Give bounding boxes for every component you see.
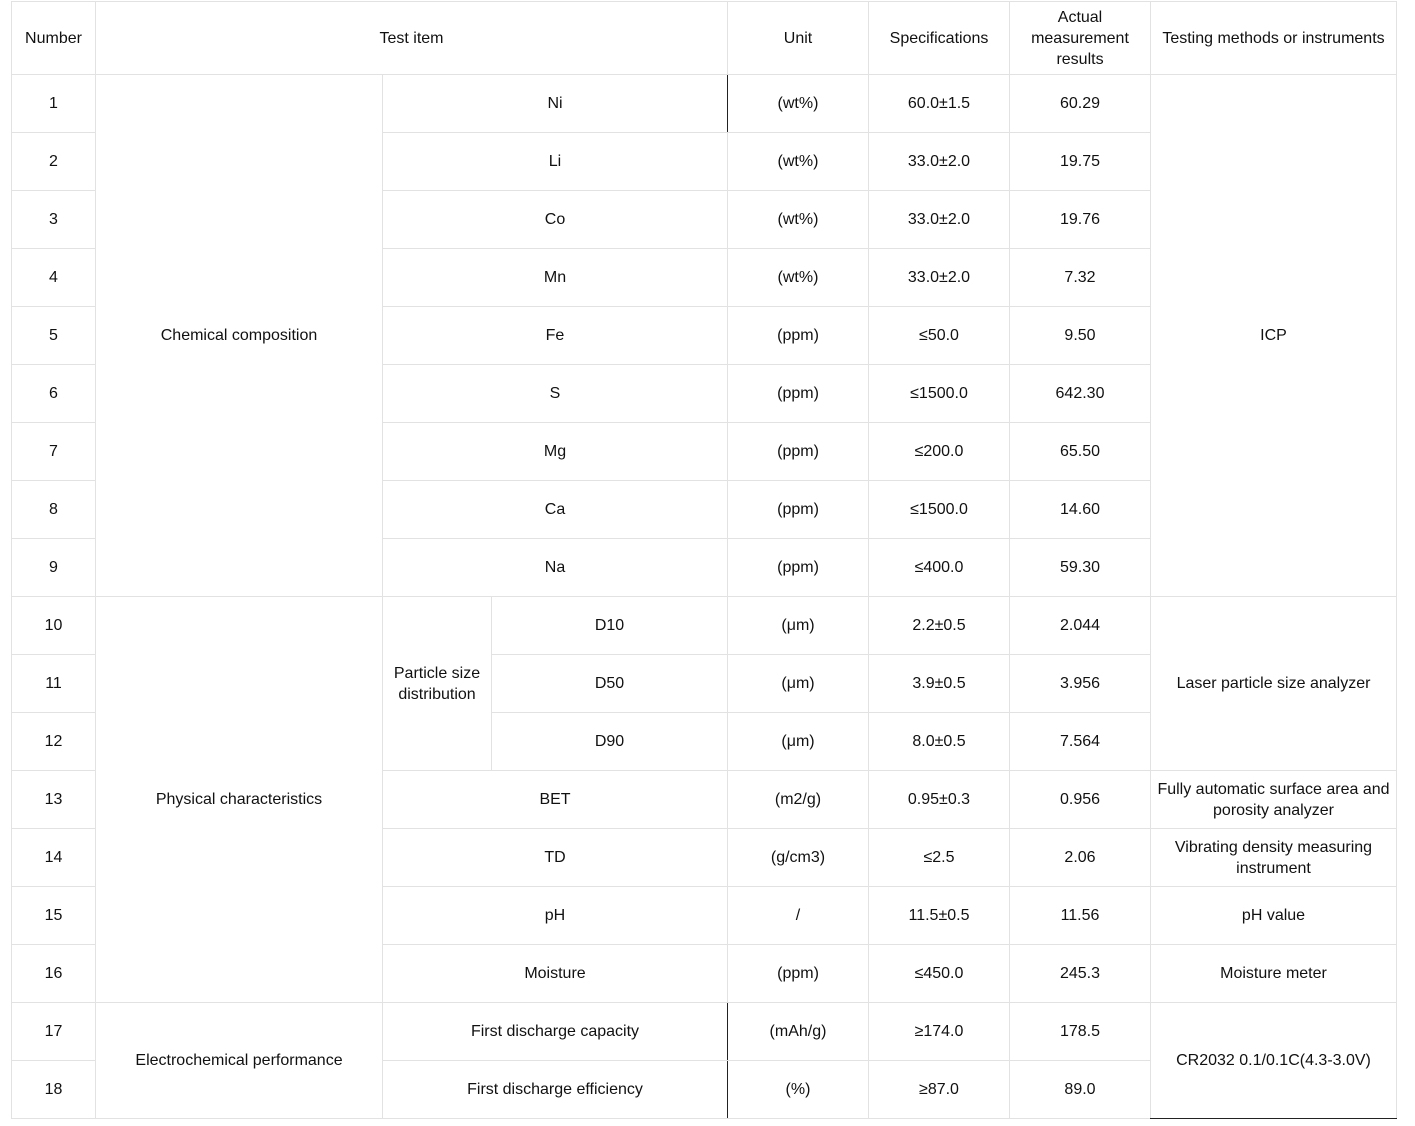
actual-cell: 9.50 [1010,307,1151,365]
actual-cell: 65.50 [1010,423,1151,481]
unit-cell: (ppm) [728,307,869,365]
method-ph-value: pH value [1151,887,1397,945]
spec-cell: 60.0±1.5 [869,75,1010,133]
subgroup-particle-size-distribution: Particle size distribution [383,597,492,771]
spec-cell: ≤1500.0 [869,481,1010,539]
row-number: 10 [12,597,96,655]
row-number: 14 [12,829,96,887]
test-item: First discharge efficiency [383,1061,728,1119]
test-item: Co [383,191,728,249]
actual-cell: 60.29 [1010,75,1151,133]
spec-cell: ≤450.0 [869,945,1010,1003]
test-item: S [383,365,728,423]
test-item: Li [383,133,728,191]
spec-cell: ≤1500.0 [869,365,1010,423]
spec-cell: ≥174.0 [869,1003,1010,1061]
unit-cell: (μm) [728,655,869,713]
unit-cell: (wt%) [728,249,869,307]
spec-cell: ≤400.0 [869,539,1010,597]
actual-cell: 642.30 [1010,365,1151,423]
spec-cell: 3.9±0.5 [869,655,1010,713]
row-number: 15 [12,887,96,945]
row-number: 1 [12,75,96,133]
actual-cell: 11.56 [1010,887,1151,945]
actual-cell: 245.3 [1010,945,1151,1003]
unit-cell: (wt%) [728,75,869,133]
test-results-table [11,1,1397,1119]
actual-cell: 0.956 [1010,771,1151,829]
unit-cell: (mAh/g) [728,1003,869,1061]
group-physical-characteristics: Physical characteristics [96,597,383,1003]
row-number: 5 [12,307,96,365]
unit-cell: / [728,887,869,945]
header-testing-methods: Testing methods or instruments [1151,2,1397,75]
group-electrochemical-performance: Electrochemical performance [96,1003,383,1119]
row-number: 11 [12,655,96,713]
unit-cell: (g/cm3) [728,829,869,887]
header-test-item: Test item [96,2,728,75]
row-number: 17 [12,1003,96,1061]
actual-cell: 59.30 [1010,539,1151,597]
actual-cell: 2.06 [1010,829,1151,887]
test-item: Ni [383,75,728,133]
spec-cell: ≤2.5 [869,829,1010,887]
actual-cell: 19.76 [1010,191,1151,249]
unit-cell: (ppm) [728,945,869,1003]
spec-cell: ≥87.0 [869,1061,1010,1119]
test-item: Moisture [383,945,728,1003]
test-item: Ca [383,481,728,539]
actual-cell: 7.32 [1010,249,1151,307]
actual-cell: 3.956 [1010,655,1151,713]
unit-cell: (μm) [728,713,869,771]
spec-cell: ≤200.0 [869,423,1010,481]
header-actual-results: Actual measurement results [1010,2,1151,75]
group-chemical-composition: Chemical composition [96,75,383,597]
actual-cell: 2.044 [1010,597,1151,655]
test-item: D50 [492,655,728,713]
row-number: 8 [12,481,96,539]
unit-cell: (wt%) [728,133,869,191]
actual-cell: 19.75 [1010,133,1151,191]
test-item: D10 [492,597,728,655]
row-number: 7 [12,423,96,481]
actual-cell: 178.5 [1010,1003,1151,1061]
row-number: 13 [12,771,96,829]
unit-cell: (ppm) [728,365,869,423]
method-icp: ICP [1151,75,1397,597]
test-item: Fe [383,307,728,365]
method-cr2032: CR2032 0.1/0.1C(4.3-3.0V) [1151,1003,1397,1119]
unit-cell: (%) [728,1061,869,1119]
row-number: 12 [12,713,96,771]
unit-cell: (μm) [728,597,869,655]
spec-cell: 0.95±0.3 [869,771,1010,829]
row-number: 2 [12,133,96,191]
table-row [12,1003,1397,1061]
header-specifications: Specifications [869,2,1010,75]
unit-cell: (ppm) [728,539,869,597]
unit-cell: (ppm) [728,423,869,481]
unit-cell: (m2/g) [728,771,869,829]
test-item: Na [383,539,728,597]
test-item: First discharge capacity [383,1003,728,1061]
table-row [12,597,1397,655]
spec-cell: 8.0±0.5 [869,713,1010,771]
test-item: pH [383,887,728,945]
test-item: Mn [383,249,728,307]
test-item: BET [383,771,728,829]
row-number: 16 [12,945,96,1003]
method-moisture-meter: Moisture meter [1151,945,1397,1003]
header-number: Number [12,2,96,75]
header-unit: Unit [728,2,869,75]
method-surface-area-analyzer: Fully automatic surface area and porosity analyzer [1151,771,1397,829]
table-row [12,75,1397,133]
row-number: 18 [12,1061,96,1119]
method-laser-particle-size-analyzer: Laser particle size analyzer [1151,597,1397,771]
test-item: Mg [383,423,728,481]
row-number: 3 [12,191,96,249]
header-row [12,2,1397,75]
spec-cell: 11.5±0.5 [869,887,1010,945]
unit-cell: (ppm) [728,481,869,539]
spec-cell: 33.0±2.0 [869,133,1010,191]
test-item: TD [383,829,728,887]
actual-cell: 7.564 [1010,713,1151,771]
actual-cell: 89.0 [1010,1061,1151,1119]
spec-cell: 33.0±2.0 [869,191,1010,249]
test-item: D90 [492,713,728,771]
unit-cell: (wt%) [728,191,869,249]
actual-cell: 14.60 [1010,481,1151,539]
row-number: 6 [12,365,96,423]
row-number: 9 [12,539,96,597]
spec-cell: 33.0±2.0 [869,249,1010,307]
spec-cell: ≤50.0 [869,307,1010,365]
method-vibrating-density: Vibrating density measuring instrument [1151,829,1397,887]
row-number: 4 [12,249,96,307]
spec-cell: 2.2±0.5 [869,597,1010,655]
